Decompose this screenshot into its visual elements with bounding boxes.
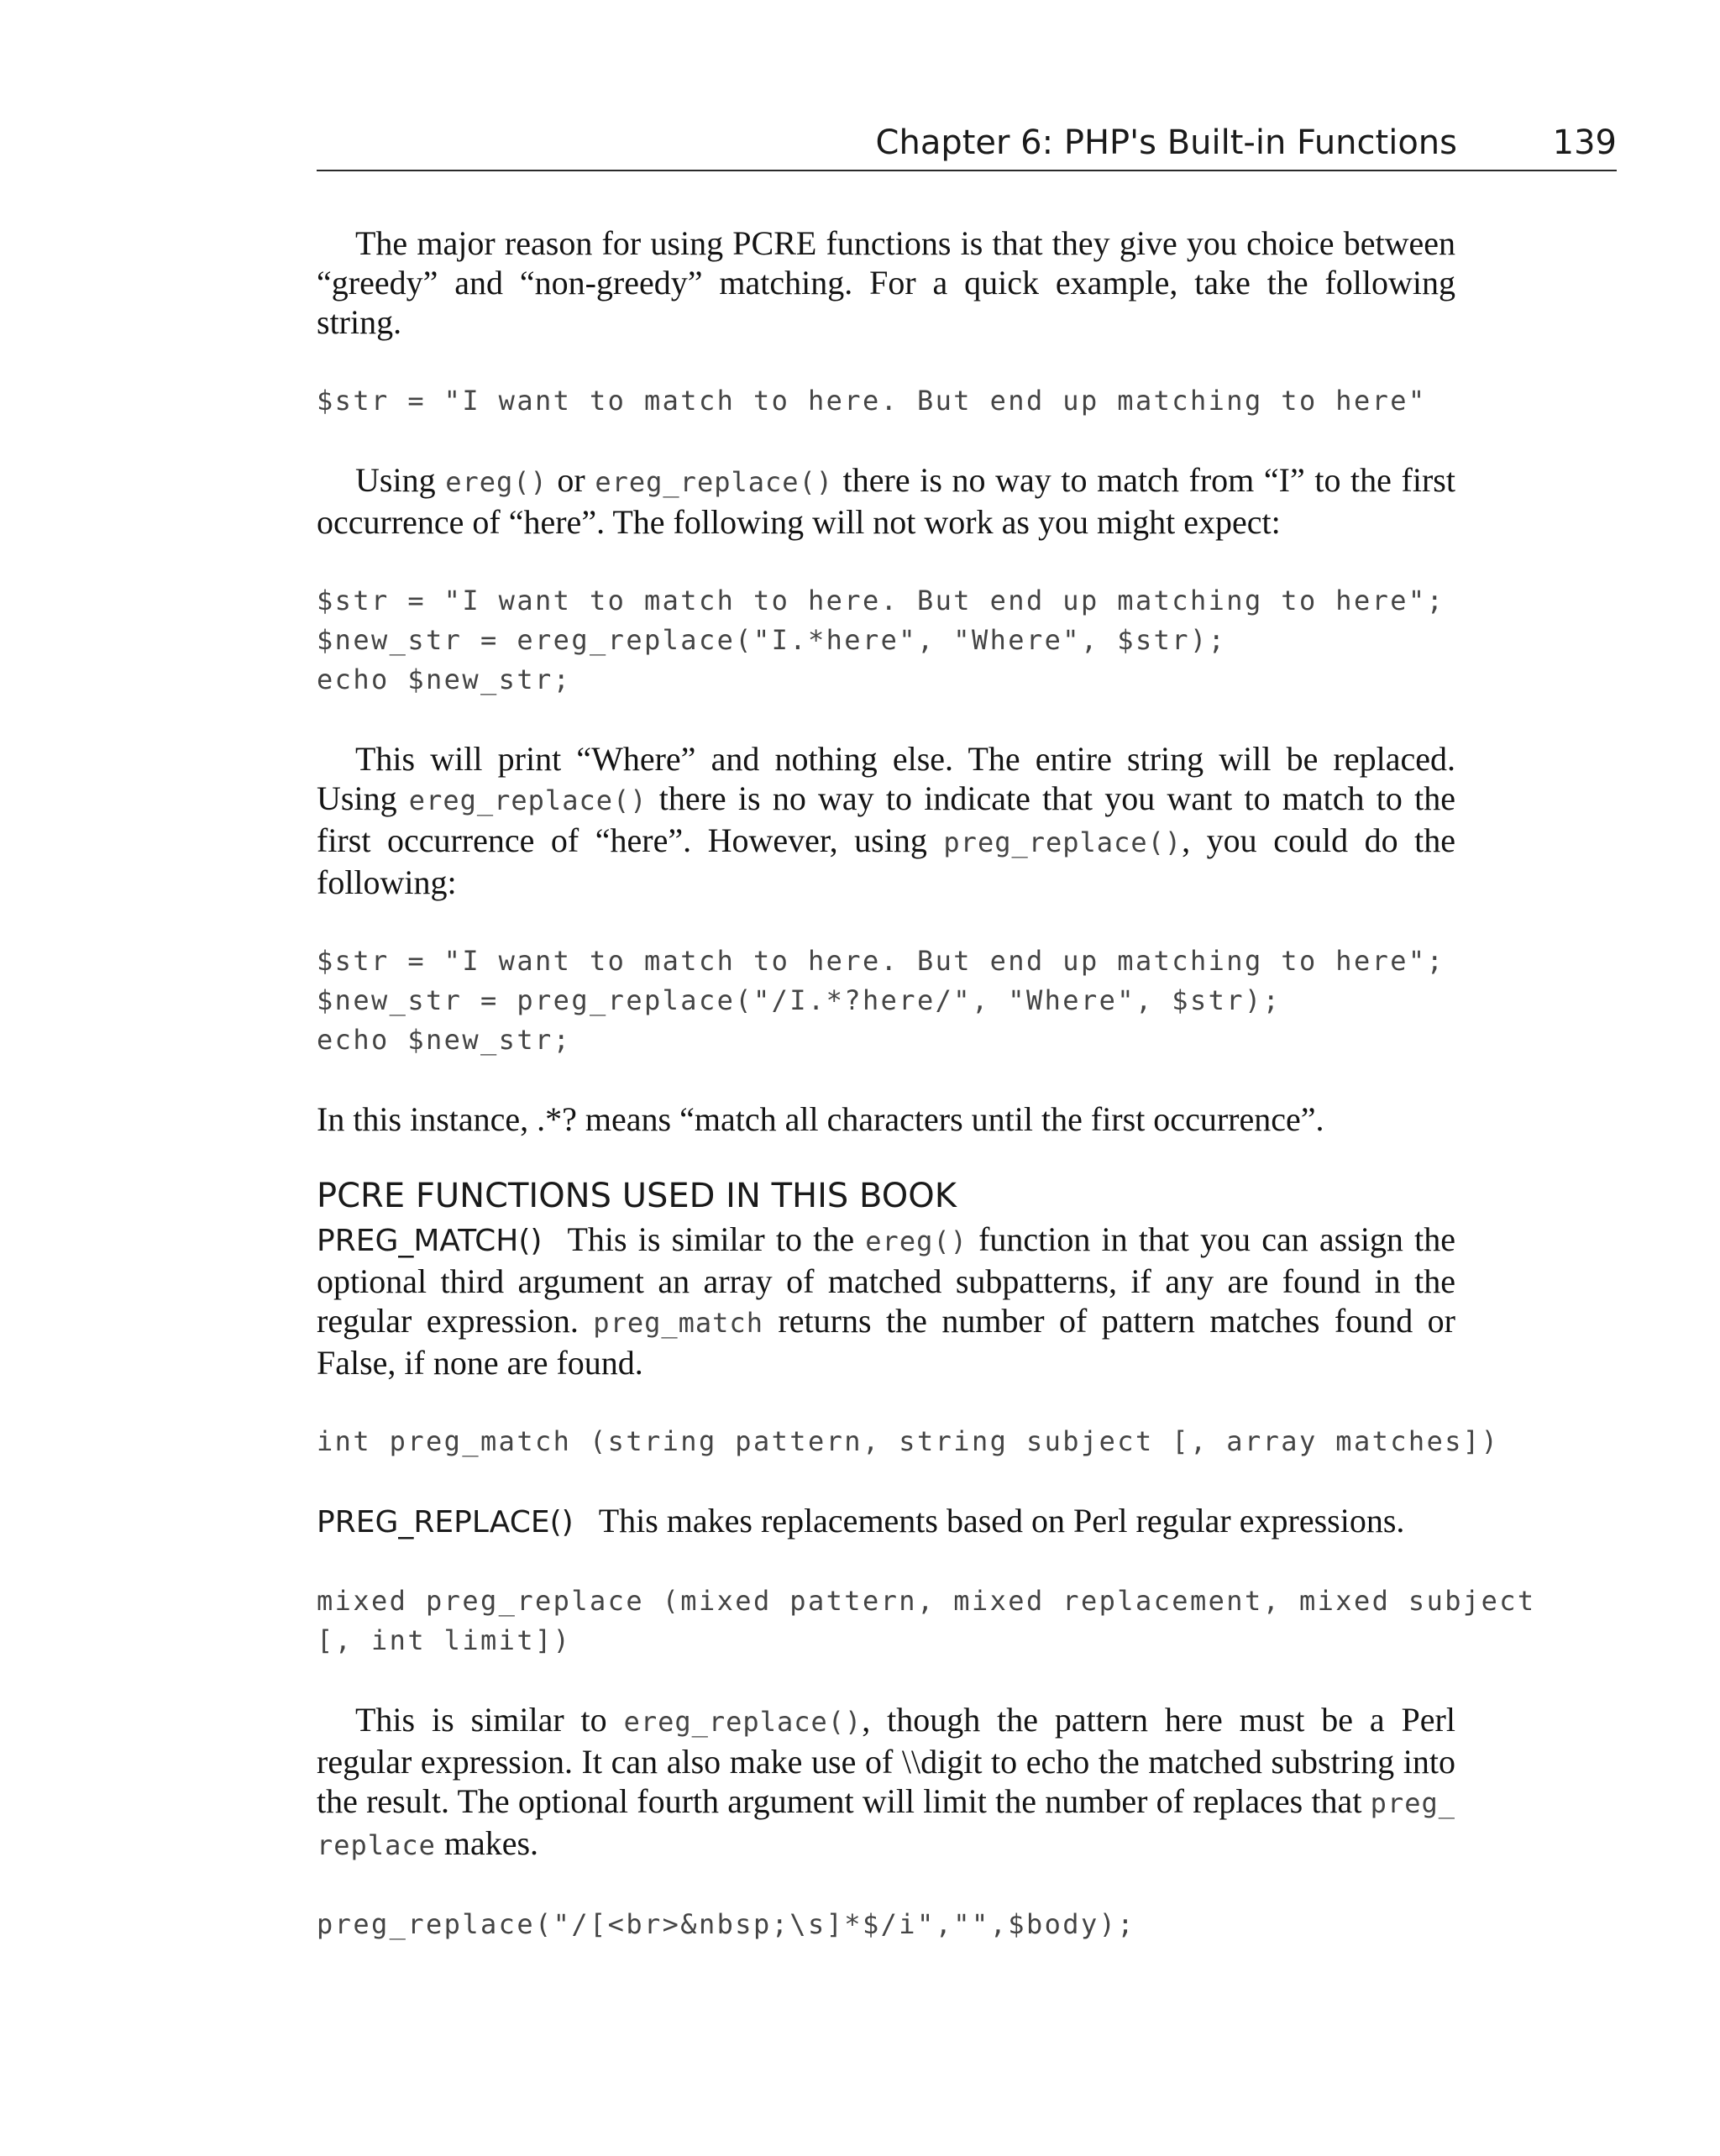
text-run: or [547, 461, 595, 499]
text-run: makes. [435, 1824, 539, 1862]
text-run: there is no way to indicate that you want to match to the first occurrence of “here”. However, using [317, 779, 1455, 859]
code-block-preg-replace-example: preg_replace("/[<br>&nbsp;\s]*$/i","",$body); [317, 1908, 1135, 1940]
text-run: This makes replacements based on Perl regular expressions. [598, 1502, 1405, 1540]
text-run: This will print “Where” and nothing else. The entire string will be replaced. Using [317, 740, 1455, 817]
inline-code: ereg() [445, 466, 548, 498]
inline-code: ereg_replace() [623, 1706, 863, 1738]
paragraph-ereg [317, 460, 1455, 542]
section-heading: PCRE FUNCTIONS USED IN THIS BOOK [317, 1177, 957, 1215]
paragraph-similar [317, 1700, 1455, 1865]
text-run: Using [355, 461, 446, 499]
inline-code: preg_ replace [317, 1787, 1455, 1861]
inline-code: ereg_replace() [408, 784, 648, 816]
entry-preg-match [317, 1220, 1455, 1382]
term-preg-replace: PREG_REPLACE() [317, 1505, 574, 1540]
term-preg-match: PREG_MATCH() [317, 1224, 543, 1258]
inline-code: preg_match [593, 1307, 763, 1339]
chapter-title: Chapter 6: PHP's Built-in Functions [875, 123, 1457, 162]
page-number: 139 [1552, 123, 1617, 162]
text-run: , you could do the following: [317, 821, 1456, 901]
paragraph-where [317, 739, 1455, 902]
page-body [317, 223, 1536, 1944]
code-block-ereg-replace: $str = "I want to match to here. But end up matching to here"; $new_str = ereg_replace("I.*here", "Where", $str); echo $new_str; [317, 585, 1445, 695]
book-page [317, 0, 1617, 2156]
inline-code: ereg() [865, 1225, 968, 1257]
text-run: , though the pattern here must be a Perl regular expression. It can also make use of \\digit to echo the matched substring into the result. The optional fourth argument will limit the number of replaces that [317, 1701, 1455, 1820]
running-header [317, 119, 1617, 171]
code-block-preg-replace: $str = "I want to match to here. But end up matching to here"; $new_str = preg_replace("/I.*?here/", "Where", $str); echo $new_str; [317, 945, 1445, 1056]
entry-preg-replace [317, 1501, 1455, 1542]
text-run: This is similar to the [567, 1220, 866, 1258]
paragraph-intro: The major reason for using PCRE functions is that they give you choice between “greedy” and “non-greedy” matching. For a quick example, take the following string. [317, 224, 1455, 341]
code-block-str: $str = "I want to match to here. But end up matching to here" [317, 385, 1427, 417]
code-block-preg-replace-signature: mixed preg_replace (mixed pattern, mixed replacement, mixed subject [, int limit]) [317, 1585, 1536, 1656]
text-run: there is no way to match from “I” to the first occurrence of “here”. The following will not work as you might expect: [317, 461, 1455, 541]
inline-code: preg_replace() [943, 826, 1182, 858]
code-block-preg-match-signature: int preg_match (string pattern, string subject [, array matches]) [317, 1425, 1500, 1457]
text-run: This is similar to [355, 1701, 624, 1739]
paragraph-instance: In this instance, .*? means “match all characters until the first occurrence”. [317, 1100, 1324, 1138]
text-run: returns the number of pattern matches found or False, if none are found. [317, 1302, 1455, 1382]
inline-code: ereg_replace() [595, 466, 834, 498]
text-run: function in that you can assign the optional third argument an array of matched subpatterns, if any are found in the regular expression. [317, 1220, 1455, 1340]
